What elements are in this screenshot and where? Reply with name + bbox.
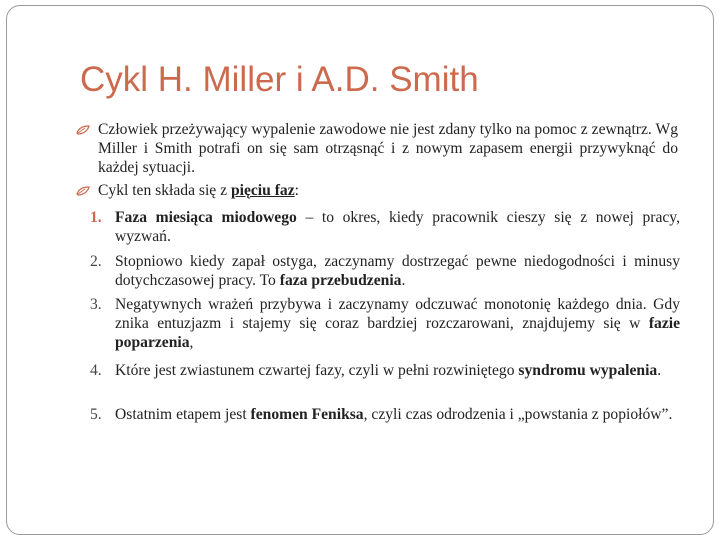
- phase-item: [78, 405, 680, 424]
- phase-number: 1.: [90, 209, 102, 226]
- phase-item: [78, 361, 680, 380]
- phase-text: Ostatnim etapem jest fenomen Feniksa, czyli czas odrodzenia i „powstania z popiołów”.: [115, 406, 673, 423]
- phase-text: Stopniowo kiedy zapał ostyga, zaczynamy dostrzegać pewne niedogodności i minusy dotychczasowej pracy. To faza przebudzenia.: [115, 253, 680, 289]
- phase-item: [78, 295, 680, 352]
- bullet-item: [78, 120, 678, 177]
- bold-term: faza przebudzenia: [279, 272, 402, 289]
- phase-number: 4.: [90, 362, 102, 379]
- phase-text: Negatywnych wrażeń przybywa i zaczynamy odczuwać monotonię każdego dnia. Gdy znika entuzjazm i stajemy się coraz bardziej rozczarowani, znajdujemy się w fazie poparzenia,: [115, 296, 680, 351]
- bold-term: pięciu faz: [230, 182, 295, 199]
- bullet-text: Człowiek przeżywający wypalenie zawodowe nie jest zdany tylko na pomoc z zewnątrz. Wg Miller i Smith potrafi on się sam otrząsnąć i z nowym zapasem energii przywyknąć do każdej sytuacji.: [98, 121, 678, 176]
- bold-term: syndromu wypalenia: [518, 362, 658, 379]
- phase-item: [78, 208, 680, 246]
- bold-term: fenomen Feniksa: [250, 406, 364, 423]
- phase-number: 3.: [90, 296, 102, 313]
- leaf-bullet-icon: [76, 125, 90, 135]
- phase-text: Faza miesiąca miodowego – to okres, kiedy pracownik cieszy się z nowej pracy, wyzwań.: [115, 209, 680, 245]
- phase-text: Które jest zwiastunem czwartej fazy, czyli w pełni rozwiniętego syndromu wypalenia.: [115, 362, 662, 379]
- slide-title: Cykl H. Miller i A.D. Smith: [80, 60, 479, 99]
- bullet-item: [78, 181, 678, 200]
- bullet-text: Cykl ten składa się z pięciu faz:: [98, 182, 299, 199]
- phase-number: 2.: [90, 253, 102, 270]
- bold-term: Faza miesiąca miodowego: [115, 209, 297, 226]
- phase-item: [78, 252, 680, 290]
- leaf-bullet-icon: [76, 186, 90, 196]
- bold-term: fazie poparzenia: [115, 315, 680, 351]
- phase-number: 5.: [90, 406, 102, 423]
